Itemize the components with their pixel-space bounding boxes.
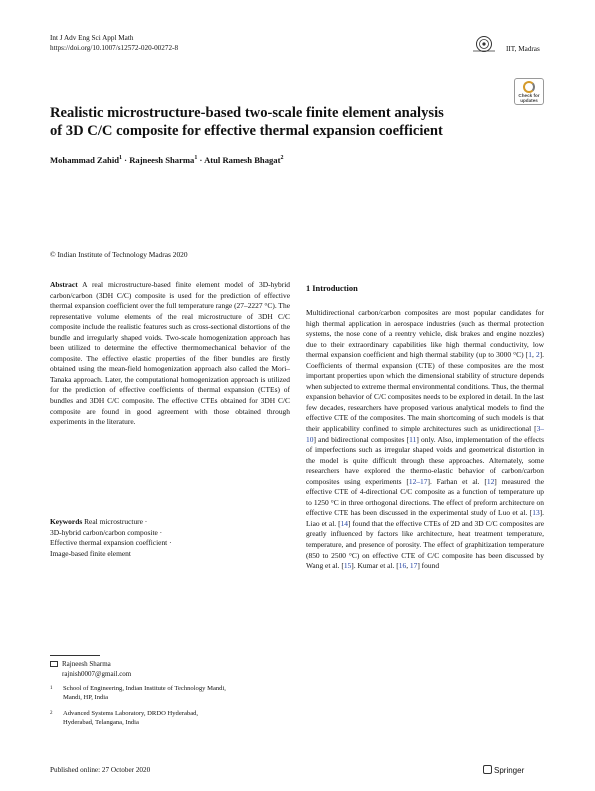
affiliation-line: Mandi, HP, India — [63, 694, 109, 702]
intro-text-run: ]. Farhan et al. [ — [427, 476, 487, 486]
published-date: Published online: 27 October 2020 — [50, 766, 151, 774]
keyword-item: Effective thermal expansion coefficient · — [50, 538, 172, 548]
author-name[interactable]: Mohammad Zahid — [50, 155, 120, 165]
envelope-icon — [50, 661, 58, 667]
citation-link[interactable]: 17 — [409, 561, 418, 571]
affiliation-number: 2 — [50, 711, 53, 716]
citation-link[interactable]: 15 — [343, 561, 352, 571]
citation-link[interactable]: 13 — [532, 508, 540, 518]
springer-logo — [483, 765, 524, 775]
intro-text-run: ]. Liao et al. [ — [306, 508, 544, 528]
affiliation — [50, 684, 290, 703]
affiliation-line: School of Engineering, Indian Institute of Technology Mandi, — [63, 685, 226, 692]
citation-link[interactable]: 14 — [340, 518, 349, 528]
citation-link[interactable]: 16 — [398, 561, 407, 571]
title-line: Realistic microstructure-based two-scale finite element analysis — [50, 105, 444, 121]
author-name[interactable]: Rajneesh Sharma — [129, 155, 195, 165]
keywords-section — [50, 517, 290, 559]
author-affiliation-mark: 1 — [119, 155, 123, 162]
citation-link[interactable]: 11 — [409, 434, 417, 444]
keyword-item: Real microstructure · — [84, 517, 148, 526]
intro-text-run: ] found — [417, 561, 440, 571]
corresponding-name: Rajneesh Sharma — [62, 660, 111, 668]
author-affiliation-mark: 2 — [280, 155, 284, 162]
intro-text-run: Multidirectional carbon/carbon composites are most popular candidates for high thermal application in aerospace industries (such as thermal protection systems, the nose cone of a reentry vehicle, disk brakes and engine nozzles) due to their extraordinary capabilities like high thermal conductivity, low thermal expansion coefficient and high thermal stability (up to 3000 °C) [ — [306, 308, 544, 360]
citation-link[interactable]: 12–17 — [408, 476, 428, 486]
journal-name: Int J Adv Eng Sci Appl Math — [50, 34, 134, 42]
title-line: of 3D C/C composite for effective thermal expansion coefficient — [50, 123, 443, 139]
intro-text-run: ] only. Also, implementation of the effects of imperfections such as irregular shaped voids and geometrical distortion in the model is quite difficult through these approaches. Alternately, some researchers have explored the thermo-elastic behavior of carbon/carbon composites using experiments [ — [306, 434, 544, 486]
citation-link[interactable]: 3–10 — [306, 424, 544, 444]
copyright-notice: © Indian Institute of Technology Madras 2020 — [50, 250, 188, 259]
intro-text-run: ] and bidirectional composites [ — [313, 434, 410, 444]
doi-link[interactable]: https://doi.org/10.1007/s12572-020-00272-8 — [50, 44, 179, 52]
footnote-divider — [50, 655, 100, 656]
abstract-text: A real microstructure-based finite element model of 3D-hybrid carbon/carbon (3DH C/C) composite is used for the prediction of effective thermal expansion coefficient over the full temperature range (27–2227 °C). The representative volume elements of the real microstructure of 3DH C/C composite include the realistic features such as cross-sectional distortions of the bundle and irregularly shaped voids. Two-scale homogenization approach has been utilized to determine the effective thermomechanical behavior of the composite. The effective elastic properties of the fiber bundles are firstly obtained using the mean-field homogenization approach also called the Mori–Tanaka approach. Later, the computational homogenization approach is utilized for the prediction of effective coefficients of thermal expansion (CTEs) of bundles and 3DH C/C composite. The effective CTEs obtained for 3DH C/C composite are found in good agreement with those obtained through experiments in the literature. — [50, 280, 290, 427]
corresponding-author — [50, 660, 131, 679]
intro-text-run: ]. Kumar et al. [ — [351, 561, 399, 571]
updates-text: updates — [520, 98, 538, 103]
author-affiliation-mark: 1 — [194, 155, 198, 162]
intro-text-run: ] measured the effective CTE of 4-directional C/C composite as a function of temperature up to 1250 °C in three orthogonal directions. The effect of preform architecture on effective CTE has been discussed in the experimental study of Luo et al. [ — [306, 476, 544, 518]
affiliation — [50, 709, 290, 728]
springer-horse-icon — [483, 765, 492, 774]
affiliation-number: 1 — [50, 686, 53, 691]
iit-madras-logo-icon — [472, 35, 496, 53]
update-ring-icon — [523, 81, 535, 93]
author-list: Mohammad Zahid$^1$ · Rajneesh Sharma$^1$ · Atul Ramesh Bhagat$^2$ — [50, 155, 284, 165]
introduction-text — [306, 308, 544, 572]
affiliation-line: Advanced Systems Laboratory, DRDO Hyderabad, — [63, 710, 199, 717]
check-for-updates-badge[interactable] — [514, 78, 544, 105]
running-header — [50, 33, 178, 53]
check-for-text: Check for — [518, 93, 540, 98]
author-name[interactable]: Atul Ramesh Bhagat — [204, 155, 281, 165]
paper-title — [50, 104, 550, 140]
keyword-item: 3D-hybrid carbon/carbon composite · — [50, 527, 163, 537]
publisher-right: IIT, Madras — [506, 45, 540, 53]
section-heading-introduction: 1 Introduction — [306, 284, 358, 293]
abstract-label: Abstract — [50, 280, 78, 289]
intro-text-run: ]. Coefficients of thermal expansion (CTE) of these composites are the most important properties upon which the dimensional stability of structure depends when subjected to extreme thermal environmental conditions. Thus, the thermal expansion behavior of C/C composites needs to be explored in detail. In the last few decades, researchers have proposed various analytical models to find the effective CTE of the composites. The main shortcoming of such models is that their applicability confined to simple architectures such as unidirectional [ — [306, 350, 545, 434]
intro-text-run: , — [531, 350, 536, 360]
keywords-label: Keywords — [50, 517, 83, 526]
intro-text-run: , — [406, 561, 410, 571]
abstract-section — [50, 280, 290, 428]
publisher-name: Springer — [494, 766, 525, 775]
citation-link[interactable]: 1 — [528, 350, 532, 360]
affiliation-line: Hyderabad, Telangana, India — [63, 719, 139, 727]
citation-link[interactable]: 12 — [486, 476, 495, 486]
intro-text-run: ] found that the effective CTEs of 2D and 3D C/C composites are greatly influenced by factors like architecture, heat treatment temperature, temperature, and presence of porosity. The effect of graphitization temperature (850 to 2500 °C) on effective CTE of C/C composite has been discussed by Wang et al. [ — [306, 518, 545, 571]
corresponding-email[interactable]: rajnish0007@gmail.com — [62, 669, 132, 678]
citation-link[interactable]: 2 — [535, 350, 540, 360]
keyword-item: Image-based finite element — [50, 548, 131, 558]
